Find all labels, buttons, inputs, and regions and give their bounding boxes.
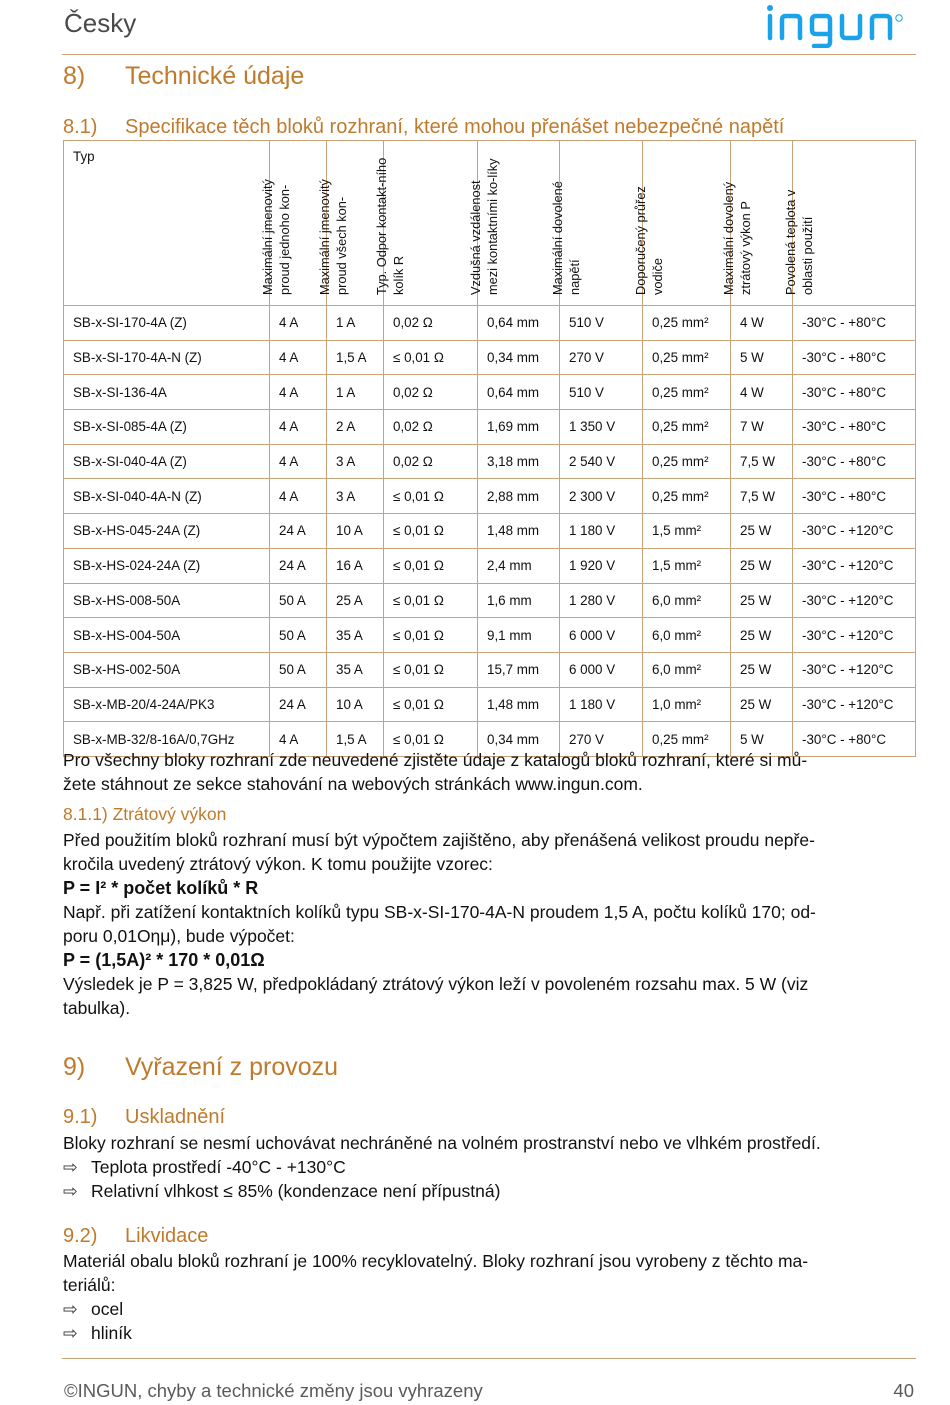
table-cell: 4 A — [270, 340, 327, 375]
footer-rule — [62, 1358, 916, 1359]
table-cell: 1 A — [327, 375, 384, 410]
table-cell: 15,7 mm — [478, 652, 560, 687]
section-number: 8) — [63, 62, 86, 90]
table-cell: SB-x-MB-32/8-16A/0,7GHz — [64, 722, 270, 757]
table-cell: -30°C - +80°C — [793, 306, 916, 341]
header-cell: Doporučený průřez vodiče — [643, 141, 731, 306]
table-cell: 510 V — [560, 375, 643, 410]
table-cell: 10 A — [327, 514, 384, 549]
table-cell: 1,48 mm — [478, 514, 560, 549]
table-cell: 2,4 mm — [478, 548, 560, 583]
section-8-heading — [63, 62, 304, 91]
header-cell: Maximální jmenovitý proud jednoho kon- — [270, 141, 327, 306]
table-cell: 50 A — [270, 618, 327, 653]
table-cell: -30°C - +120°C — [793, 548, 916, 583]
table-cell: 0,25 mm² — [643, 375, 731, 410]
table-cell: ≤ 0,01 Ω — [384, 722, 478, 757]
table-cell: -30°C - +80°C — [793, 410, 916, 445]
footer-copyright: ©INGUN, chyby a technické změny jsou vyhrazeny — [64, 1380, 483, 1401]
section-number: 9) — [63, 1053, 86, 1081]
table-cell: 0,25 mm² — [643, 479, 731, 514]
table-cell: 1 920 V — [560, 548, 643, 583]
arrow-right-icon: ⇨ — [63, 1299, 78, 1319]
table-cell: 0,64 mm — [478, 375, 560, 410]
arrow-right-icon: ⇨ — [63, 1181, 78, 1201]
table-header-row — [64, 141, 916, 306]
header-cell: Vzdušná vzdálenost mezi kontaktními ko-líky — [478, 141, 560, 306]
section-9-heading — [63, 1053, 338, 1082]
table-cell: 9,1 mm — [478, 618, 560, 653]
table-cell: 0,02 Ω — [384, 410, 478, 445]
subsection-number: 9.2) — [63, 1225, 98, 1247]
table-cell: 7,5 W — [731, 444, 793, 479]
table-row — [64, 306, 916, 341]
list-item: ⇨ ocel — [63, 1299, 124, 1319]
table-cell: 6,0 mm² — [643, 652, 731, 687]
table-cell: 35 A — [327, 618, 384, 653]
table-cell: 10 A — [327, 687, 384, 722]
subsection-title: Likvidace — [125, 1225, 209, 1247]
arrow-right-icon: ⇨ — [63, 1323, 78, 1343]
subsection-title: Uskladnění — [125, 1106, 226, 1128]
table-cell: 0,25 mm² — [643, 306, 731, 341]
table-cell: 24 A — [270, 514, 327, 549]
subsection-9-1-heading — [63, 1106, 225, 1129]
table-cell: 1,5 A — [327, 722, 384, 757]
table-cell: -30°C - +120°C — [793, 618, 916, 653]
spec-table-body — [64, 306, 916, 757]
text-line: poru 0,01Οημ), bude výpočet: — [63, 926, 295, 946]
formula: P = I² * počet kolíků * R — [63, 878, 259, 898]
table-row — [64, 652, 916, 687]
table-cell: 0,25 mm² — [643, 722, 731, 757]
table-cell: 25 W — [731, 548, 793, 583]
table-cell: 0,25 mm² — [643, 340, 731, 375]
text-line: kročila uvedený ztrátový výkon. K tomu použijte vzorec: — [63, 854, 493, 874]
subsection-9-2-heading — [63, 1225, 208, 1248]
power-loss-text — [63, 828, 923, 1020]
table-cell: 1,5 A — [327, 340, 384, 375]
table-cell: 1 A — [327, 306, 384, 341]
table-cell: 4 W — [731, 306, 793, 341]
table-row — [64, 548, 916, 583]
table-cell: 25 W — [731, 514, 793, 549]
text-line: Bloky rozhraní se nesmí uchovávat nechráněné na volném prostranství nebo ve vlhkém prostředí. — [63, 1133, 821, 1153]
table-cell: 25 W — [731, 583, 793, 618]
language-label: Česky — [64, 8, 137, 38]
table-row — [64, 514, 916, 549]
table-cell: 24 A — [270, 548, 327, 583]
subsection-title: Specifikace těch bloků rozhraní, které mohou přenášet nebezpečné napětí — [125, 116, 785, 138]
table-cell: 1,69 mm — [478, 410, 560, 445]
table-cell: SB-x-HS-008-50A — [64, 583, 270, 618]
table-cell: 50 A — [270, 652, 327, 687]
header-cell: Typ — [64, 141, 270, 306]
table-cell: 4 W — [731, 375, 793, 410]
header-cell: Povolená teplota v oblasti použití — [793, 141, 916, 306]
table-cell: 6 000 V — [560, 652, 643, 687]
table-row — [64, 410, 916, 445]
table-cell: 4 A — [270, 444, 327, 479]
table-row — [64, 479, 916, 514]
page-number: 40 — [893, 1380, 914, 1401]
table-cell: 6,0 mm² — [643, 618, 731, 653]
table-cell: ≤ 0,01 Ω — [384, 340, 478, 375]
text-line: Pro všechny bloky rozhraní zde neuvedené zjistěte údaje z katalogů bloků rozhraní, které si mů- — [63, 750, 808, 770]
table-cell: 16 A — [327, 548, 384, 583]
table-cell: 3 A — [327, 479, 384, 514]
table-cell: 4 A — [270, 479, 327, 514]
table-cell: -30°C - +80°C — [793, 444, 916, 479]
table-row — [64, 618, 916, 653]
table-cell: 25 A — [327, 583, 384, 618]
table-cell: SB-x-SI-170-4A-N (Z) — [64, 340, 270, 375]
table-cell: SB-x-HS-024-24A (Z) — [64, 548, 270, 583]
table-cell: ≤ 0,01 Ω — [384, 514, 478, 549]
table-cell: 0,34 mm — [478, 340, 560, 375]
table-cell: -30°C - +80°C — [793, 479, 916, 514]
disposal-text — [63, 1249, 923, 1345]
table-row — [64, 687, 916, 722]
list-item: ⇨ Relativní vlhkost ≤ 85% (kondenzace není přípustná) — [63, 1181, 501, 1201]
section-title: Vyřazení z provozu — [125, 1053, 339, 1081]
subsection-8-1-heading — [63, 116, 784, 139]
table-cell: ≤ 0,01 Ω — [384, 652, 478, 687]
text-line: Materiál obalu bloků rozhraní je 100% recyklovatelný. Bloky rozhraní jsou vyrobeny z těchto ma- — [63, 1251, 809, 1271]
table-cell: -30°C - +80°C — [793, 722, 916, 757]
table-cell: 0,25 mm² — [643, 444, 731, 479]
table-cell: ≤ 0,01 Ω — [384, 618, 478, 653]
table-cell: 4 A — [270, 722, 327, 757]
table-cell: 4 A — [270, 375, 327, 410]
subsection-number: 9.1) — [63, 1106, 98, 1128]
table-cell: 0,02 Ω — [384, 444, 478, 479]
table-cell: SB-x-SI-085-4A (Z) — [64, 410, 270, 445]
table-row — [64, 583, 916, 618]
list-item: ⇨ Teplota prostředí -40°C - +130°C — [63, 1157, 346, 1177]
table-cell: 6,0 mm² — [643, 583, 731, 618]
arrow-right-icon: ⇨ — [63, 1157, 78, 1177]
header-cell: Maximální jmenovitý proud všech kon- — [327, 141, 384, 306]
table-cell: 5 W — [731, 722, 793, 757]
table-cell: 35 A — [327, 652, 384, 687]
table-cell: 2 300 V — [560, 479, 643, 514]
table-cell: 24 A — [270, 687, 327, 722]
table-cell: -30°C - +120°C — [793, 652, 916, 687]
table-cell: 2 A — [327, 410, 384, 445]
table-cell: 1,0 mm² — [643, 687, 731, 722]
table-cell: ≤ 0,01 Ω — [384, 548, 478, 583]
table-cell: 4 A — [270, 306, 327, 341]
table-cell: 1,5 mm² — [643, 548, 731, 583]
table-cell: 0,64 mm — [478, 306, 560, 341]
table-cell: 3 A — [327, 444, 384, 479]
table-cell: 1,48 mm — [478, 687, 560, 722]
list-item: ⇨ hliník — [63, 1323, 132, 1343]
table-cell: SB-x-SI-136-4A — [64, 375, 270, 410]
table-cell: -30°C - +80°C — [793, 340, 916, 375]
table-cell: -30°C - +120°C — [793, 687, 916, 722]
table-cell: 6 000 V — [560, 618, 643, 653]
table-cell: 7,5 W — [731, 479, 793, 514]
table-cell: -30°C - +120°C — [793, 514, 916, 549]
table-cell: SB-x-HS-045-24A (Z) — [64, 514, 270, 549]
header-cell: Typ. Odpor kontakt-ního kolík R — [384, 141, 478, 306]
table-cell: ≤ 0,01 Ω — [384, 687, 478, 722]
table-cell: 270 V — [560, 722, 643, 757]
header-cell: Maximální dovolený ztrátový výkon P — [731, 141, 793, 306]
table-cell: SB-x-SI-170-4A (Z) — [64, 306, 270, 341]
table-cell: 0,25 mm² — [643, 410, 731, 445]
table-cell: 2,88 mm — [478, 479, 560, 514]
table-cell: 1 180 V — [560, 687, 643, 722]
table-cell: 0,02 Ω — [384, 375, 478, 410]
table-cell: 4 A — [270, 410, 327, 445]
section-title: Technické údaje — [125, 62, 305, 90]
table-cell: SB-x-MB-20/4-24A/PK3 — [64, 687, 270, 722]
table-cell: -30°C - +80°C — [793, 375, 916, 410]
header-rule — [62, 54, 916, 55]
table-cell: 1 280 V — [560, 583, 643, 618]
table-cell: ≤ 0,01 Ω — [384, 583, 478, 618]
table-cell: SB-x-SI-040-4A-N (Z) — [64, 479, 270, 514]
table-cell: -30°C - +120°C — [793, 583, 916, 618]
table-cell: 25 W — [731, 687, 793, 722]
table-cell: 1,5 mm² — [643, 514, 731, 549]
text-line: žete stáhnout ze sekce stahování na webových stránkách www.ingun.com. — [63, 774, 643, 794]
storage-text — [63, 1131, 923, 1203]
table-cell: 0,02 Ω — [384, 306, 478, 341]
table-cell: 0,34 mm — [478, 722, 560, 757]
table-cell: 5 W — [731, 340, 793, 375]
table-cell: SB-x-HS-004-50A — [64, 618, 270, 653]
table-cell: 270 V — [560, 340, 643, 375]
header-cell: Maximální dovolené napětí — [560, 141, 643, 306]
table-row — [64, 444, 916, 479]
table-cell: ≤ 0,01 Ω — [384, 479, 478, 514]
formula: P = (1,5A)² * 170 * 0,01Ω — [63, 950, 265, 970]
table-cell: 7 W — [731, 410, 793, 445]
text-line: Výsledek je P = 3,825 W, předpokládaný ztrátový výkon leží v povoleném rozsahu max. 5 W (viz — [63, 974, 809, 994]
ingun-logo — [766, 4, 926, 48]
table-cell: 2 540 V — [560, 444, 643, 479]
text-line: tabulka). — [63, 998, 131, 1018]
table-cell: 25 W — [731, 652, 793, 687]
text-line: Např. při zatížení kontaktních kolíků typu SB-x-SI-170-4A-N proudem 1,5 A, počtu kolíků 170; od- — [63, 902, 816, 922]
table-cell: 3,18 mm — [478, 444, 560, 479]
table-row — [64, 375, 916, 410]
catalog-note — [63, 748, 923, 796]
table-cell: 25 W — [731, 618, 793, 653]
table-cell: 1,6 mm — [478, 583, 560, 618]
table-cell: 1 350 V — [560, 410, 643, 445]
table-cell: 510 V — [560, 306, 643, 341]
table-row — [64, 340, 916, 375]
table-cell: SB-x-SI-040-4A (Z) — [64, 444, 270, 479]
subsection-8-1-1-heading: 8.1.1) Ztrátový výkon — [63, 804, 227, 824]
table-cell: 50 A — [270, 583, 327, 618]
text-line: teriálů: — [63, 1275, 116, 1295]
table-cell: 1 180 V — [560, 514, 643, 549]
subsection-number: 8.1) — [63, 116, 98, 138]
spec-table — [63, 140, 916, 757]
table-cell: SB-x-HS-002-50A — [64, 652, 270, 687]
text-line: Před použitím bloků rozhraní musí být výpočtem zajištěno, aby přenášená velikost proudu nepře- — [63, 830, 815, 850]
